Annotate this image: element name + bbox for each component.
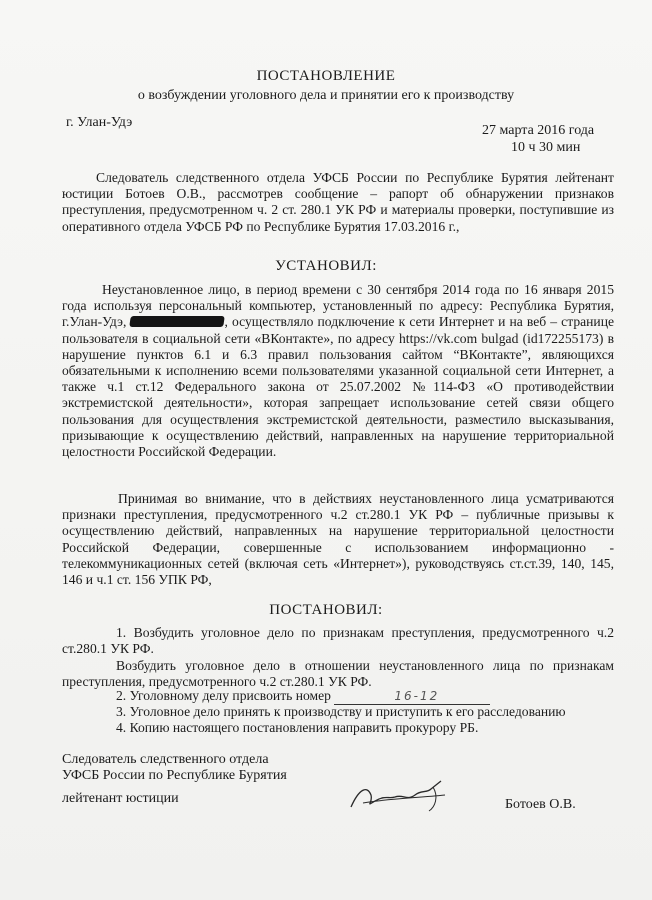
case-number-handwritten: 16-12	[334, 688, 490, 705]
established-heading: УСТАНОВИЛ:	[275, 258, 377, 274]
decision-item-2	[62, 688, 614, 705]
decision-item-1b: Возбудить уголовное дело в отношении неустановленного лица по признакам преступления, предусмотренного ч.2 ст.280.1 УК РФ.	[62, 658, 614, 690]
established-p1-end: , осуществляло подключение к сети Интернет и на веб – странице пользователя в социальной сети «ВКонтакте», по адресу https://vk.com bulgad (id172255173) в нарушение пунктов 6.1 и 6.3 правил пользования сайтом “ВКонтакте”, являющихся обязательными к исполнению всеми пользователями указанной социальной сети Интернет, а также ч.1 ст.12 Федерального закона от 25.07.2002 №114-ФЗ «О противодействии экстремистской деятельности», которая запрещает использование сетей связи общего пользования для осуществления экстремистской деятельности, разместило высказывания, призывающие к осуществлению действий, направленных на нарушение территориальной целостности Российской Федерации.	[62, 314, 615, 460]
handwritten-signature	[345, 777, 465, 817]
established-paragraph-1	[62, 282, 614, 460]
document-date: 27 марта 2016 года	[482, 123, 595, 138]
document-time: 10 ч 30 мин	[511, 140, 581, 155]
signer-position-line-1: Следователь следственного отдела	[62, 752, 269, 767]
decision-item-1: 1. Возбудить уголовное дело по признакам преступления, предусмотренного ч.2 ст.280.1 УК РФ.	[62, 625, 614, 657]
document-subtitle: о возбуждении уголовного дела и принятии его к производству	[137, 88, 515, 103]
decision-item-3: 3. Уголовное дело принять к производству и приступить к его расследованию	[116, 704, 566, 719]
established-p1-start: Неустановленное лицо, в период времени с 30 сентября 2014 года по 16 января 2015 года используя персональный компьютер, установленный по адресу: Республика Бурятия, г.Улан-Удэ,	[62, 282, 614, 330]
city: г. Улан-Удэ	[66, 115, 133, 130]
established-paragraph-2: Принимая во внимание, что в действиях неустановленного лица усматриваются признаки преступления, предусмотренного ч.2 ст.280.1 УК РФ – публичные призывы к осуществлению действий, направленных на нарушение территориальной целостности Российской Федерации, совершенные с использованием информационно - телекоммуникационных сетей (включая сеть «Интернет»), руководствуясь ст.ст.39, 140, 145, 146 и ч.1 ст. 156 УПК РФ,	[62, 491, 614, 588]
decision-item-4: 4. Копию настоящего постановления направить прокурору РБ.	[116, 720, 479, 735]
decision-item-2-text: 2. Уголовному делу присвоить номер	[116, 688, 331, 703]
signer-name: Ботоев О.В.	[505, 797, 576, 812]
decided-heading: ПОСТАНОВИЛ:	[269, 602, 383, 618]
signer-position-line-2: УФСБ России по Республике Бурятия	[62, 768, 287, 783]
signer-rank: лейтенант юстиции	[62, 791, 179, 806]
redaction-bar	[130, 316, 226, 327]
document-title: ПОСТАНОВЛЕНИЕ	[256, 68, 396, 84]
intro-paragraph: Следователь следственного отдела УФСБ России по Республике Бурятия лейтенант юстиции Ботоев О.В., рассмотрев сообщение – рапорт об обнаружении признаков преступления, предусмотренном ч. 2 ст. 280.1 УК РФ и материалы проверки, поступившие из оперативного отдела УФСБ РФ по Республике Бурятия 17.03.2016 г.,	[62, 170, 614, 234]
